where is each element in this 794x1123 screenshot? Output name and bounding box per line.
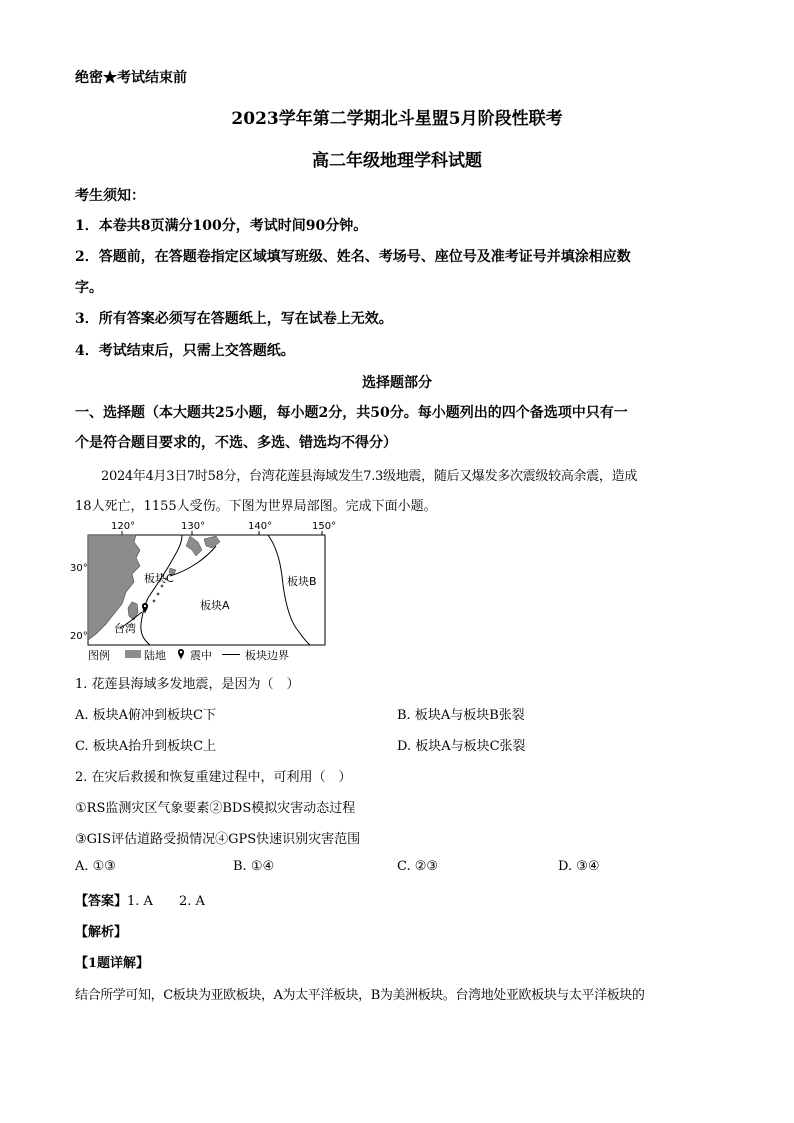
notice-item: 字。 bbox=[75, 280, 103, 296]
question-2-option-d: D. ③④ bbox=[558, 859, 600, 874]
passage-text: 2024年4月3日7时58分，台湾花莲县海域发生7.3级地震，随后又爆发多次震级较高余震，造成 bbox=[101, 469, 638, 484]
section-title: 选择题部分 bbox=[362, 375, 432, 391]
taiwan-label: 台湾 bbox=[114, 622, 136, 635]
analysis-text: 结合所学可知，C板块为亚欧板块，A为太平洋板块，B为美洲板块。台湾地处亚欧板块与太平洋板块的 bbox=[75, 988, 645, 1003]
notice-item: 4．考试结束后，只需上交答题纸。 bbox=[75, 343, 295, 359]
latitude-label: 30° bbox=[70, 563, 88, 574]
legend-title: 图例 bbox=[88, 649, 110, 662]
longitude-label: 150° bbox=[312, 521, 337, 532]
legend-boundary-line bbox=[222, 654, 240, 655]
question-2-option-b: B. ①④ bbox=[233, 859, 275, 874]
plate-c-label: 板块C bbox=[144, 572, 174, 585]
notice-item: 1．本卷共8页满分100分，考试时间90分钟。 bbox=[75, 218, 368, 234]
legend-boundary: 板块边界 bbox=[245, 649, 289, 662]
question-2-option-c: C. ②③ bbox=[397, 859, 439, 874]
detail-label: 【1题详解】 bbox=[75, 956, 150, 971]
section-heading: 个是符合题目要求的，不选、多选、错选均不得分） bbox=[75, 435, 397, 451]
passage-text: 18人死亡，1155人受伤。下图为世界局部图。完成下面小题。 bbox=[75, 499, 437, 514]
exam-subtitle: 高二年级地理学科试题 bbox=[312, 151, 482, 171]
longitude-label: 120° bbox=[111, 521, 136, 532]
legend-land: 陆地 bbox=[144, 649, 166, 662]
plate-b-label: 板块B bbox=[287, 575, 317, 588]
notice-heading: 考生须知： bbox=[75, 188, 145, 204]
location-pin-icon bbox=[176, 648, 186, 660]
legend-land-swatch bbox=[125, 650, 141, 658]
question-2-stem: 2. 在灾后救援和恢复重建过程中，可利用（ ） bbox=[75, 770, 352, 785]
latitude-label: 20° bbox=[70, 631, 88, 642]
answer-row bbox=[75, 890, 205, 909]
confidential-mark: 绝密★考试结束前 bbox=[75, 70, 187, 86]
answer-text: 1. A 2. A bbox=[127, 894, 205, 909]
plate-a-label: 板块A bbox=[200, 599, 230, 612]
longitude-label: 140° bbox=[248, 521, 273, 532]
answer-label: 【答案】 bbox=[75, 894, 128, 909]
longitude-label: 130° bbox=[181, 521, 206, 532]
question-1-option-c: C. 板块A抬升到板块C上 bbox=[75, 739, 217, 754]
question-2-statements: ①RS监测灾区气象要素②BDS模拟灾害动态过程 bbox=[75, 801, 356, 816]
question-1-option-b: B. 板块A与板块B张裂 bbox=[397, 708, 525, 723]
world-map-figure bbox=[70, 516, 350, 666]
analysis-label: 【解析】 bbox=[75, 925, 128, 940]
question-1-option-a: A. 板块A俯冲到板块C下 bbox=[75, 708, 216, 723]
exam-title: 2023学年第二学期北斗星盟5月阶段性联考 bbox=[231, 109, 563, 129]
question-2-option-a: A. ①③ bbox=[75, 859, 116, 874]
question-1-stem: 1. 花莲县海域多发地震，是因为（ ） bbox=[75, 677, 300, 692]
notice-item: 2．答题前，在答题卷指定区域填写班级、姓名、考场号、座位号及准考证号并填涂相应数 bbox=[75, 249, 631, 265]
legend-epicenter: 震中 bbox=[190, 649, 212, 662]
notice-item: 3．所有答案必须写在答题纸上，写在试卷上无效。 bbox=[75, 311, 393, 327]
question-1-option-d: D. 板块A与板块C张裂 bbox=[397, 739, 526, 754]
section-heading: 一、选择题（本大题共25小题，每小题2分，共50分。每小题列出的四个备选项中只有一 bbox=[75, 405, 628, 421]
question-2-statements: ③GIS评估道路受损情况④GPS快速识别灾害范围 bbox=[75, 832, 361, 847]
